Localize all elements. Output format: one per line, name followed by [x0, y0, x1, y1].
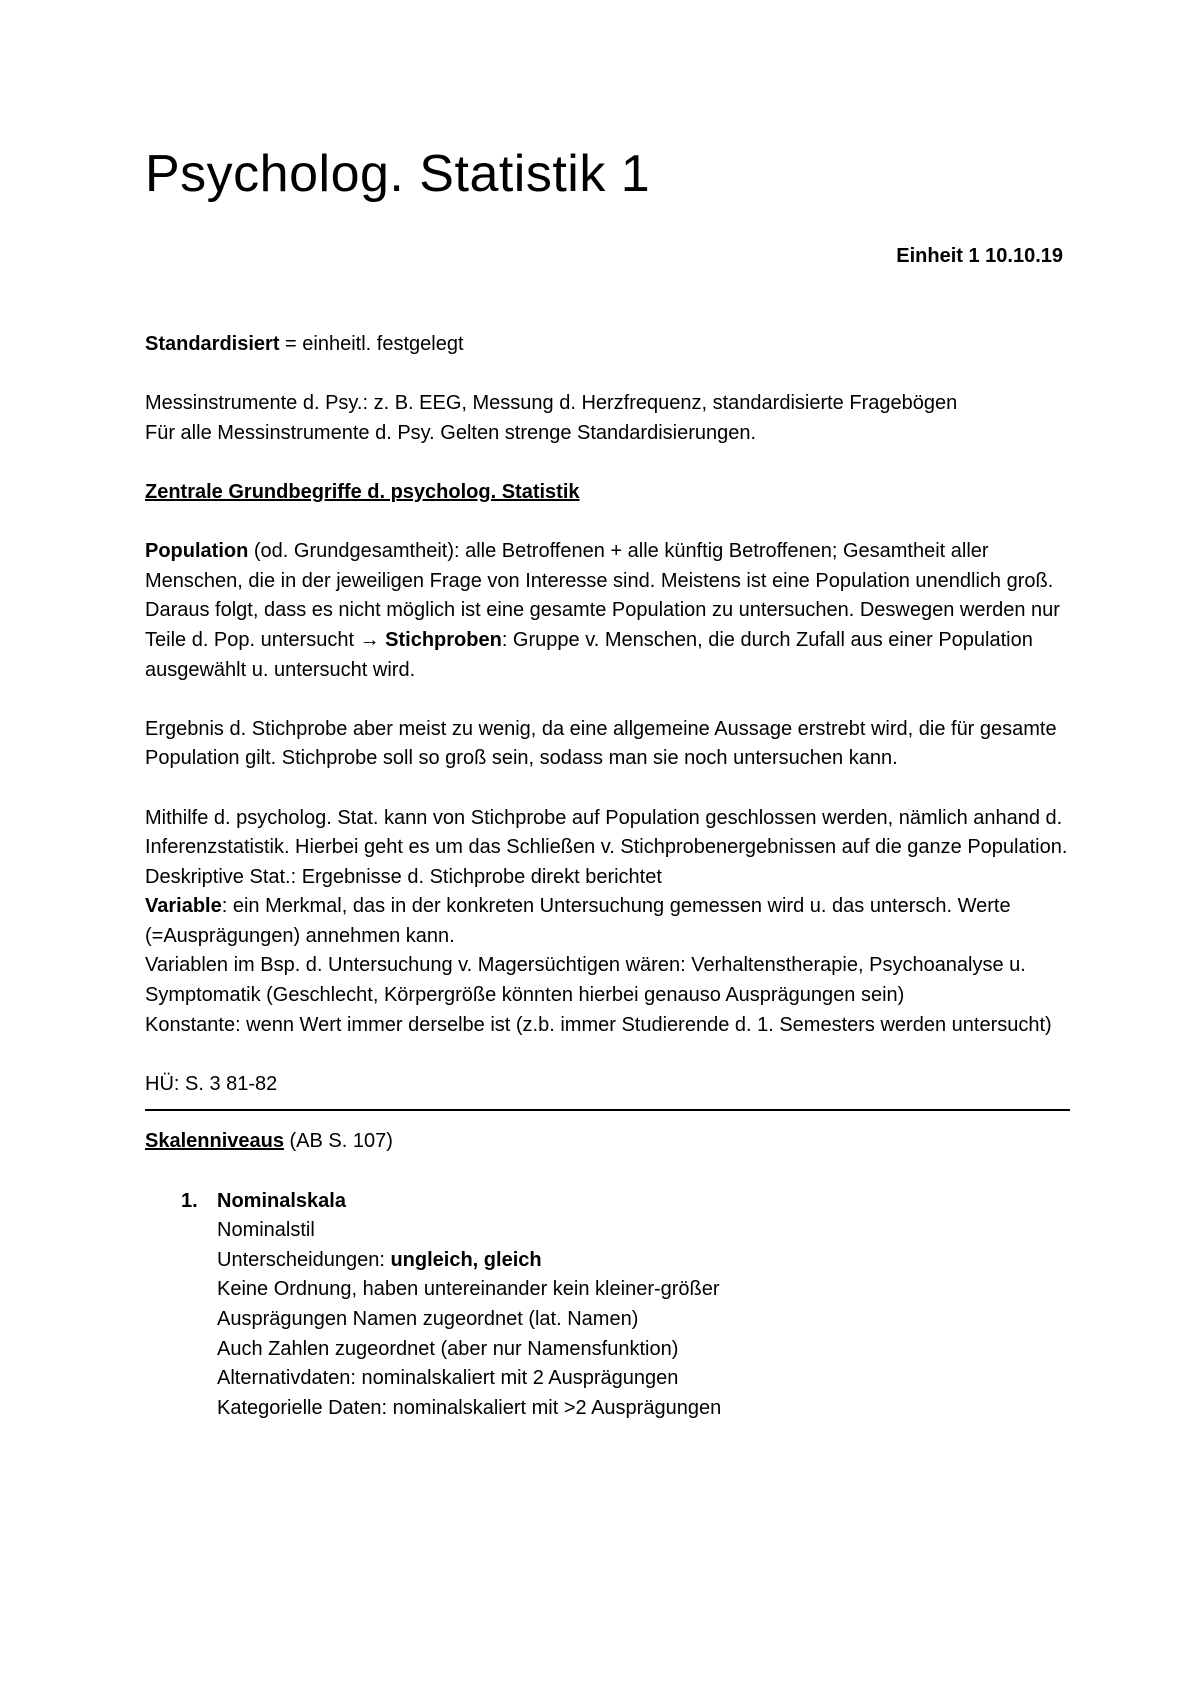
- homework-line: HÜ: S. 3 81-82: [145, 1072, 278, 1095]
- nominalskala-line: Kategorielle Daten: nominalskaliert mit >2 Ausprägungen: [217, 1396, 722, 1419]
- stichproben-term: Stichproben: [385, 628, 502, 651]
- spacer: [145, 1040, 1070, 1070]
- ergebnis-paragraph: Ergebnis d. Stichprobe aber meist zu wenig, da eine allgemeine Aussage erstrebt wird, die für gesamte Population gilt. Stichprobe soll so groß sein, sodass man sie noch untersuchen kann.: [145, 717, 1057, 770]
- variablen-beispiel: Variablen im Bsp. d. Untersuchung v. Magersüchtigen wären: Verhaltenstherapie, Psychoanalyse u. Symptomatik (Geschlecht, Körpergröße könnten hierbei genauso Ausprägungen sein): [145, 954, 1026, 1007]
- spacer: [145, 685, 1070, 715]
- nominalskala-line: Nominalstil: [217, 1219, 315, 1242]
- spacer: [145, 448, 1070, 478]
- mithilfe-paragraph: Mithilfe d. psycholog. Stat. kann von Stichprobe auf Population geschlossen werden, nämlich anhand d. Inferenzstatistik. Hierbei geht es um das Schließen v. Stichprobenergebnissen auf die ganze Population.: [145, 806, 1068, 859]
- nominalskala-line: Alternativdaten: nominalskaliert mit 2 Ausprägungen: [217, 1367, 679, 1390]
- nominalskala-line: Auch Zahlen zugeordnet (aber nur Namensfunktion): [217, 1337, 679, 1360]
- list-item: [145, 1187, 1070, 1424]
- unterscheidungen-label: Unterscheidungen:: [217, 1248, 391, 1271]
- document-body: [145, 330, 1070, 1423]
- unit-date-label: Einheit 1 10.10.19: [896, 245, 1063, 267]
- deskriptive-line: Deskriptive Stat.: Ergebnisse d. Stichprobe direkt berichtet: [145, 865, 662, 888]
- skalenniveaus-term: Skalenniveaus: [145, 1130, 284, 1153]
- konstante-line: Konstante: wenn Wert immer derselbe ist (z.b. immer Studierende d. 1. Semesters werden untersucht): [145, 1013, 1052, 1036]
- standardisiert-definition: = einheitl. festgelegt: [279, 333, 464, 355]
- stichproben-text: : Gruppe v. Menschen, die durch Zufall aus einer Population ausgewählt u. untersucht wird.: [145, 628, 1033, 681]
- document-title: Psycholog. Statistik 1: [145, 145, 651, 203]
- list-item-number: 1.: [181, 1189, 198, 1212]
- variable-term: Variable: [145, 895, 222, 918]
- skalenniveaus-list: [145, 1187, 1070, 1424]
- zentrale-heading: Zentrale Grundbegriffe d. psycholog. Statistik: [145, 480, 580, 503]
- spacer: [145, 774, 1070, 804]
- messinstrumente-line-2: Für alle Messinstrumente d. Psy. Gelten strenge Standardisierungen.: [145, 421, 757, 444]
- nominalskala-title: Nominalskala: [217, 1189, 346, 1212]
- population-text: (od. Grundgesamtheit): alle Betroffenen + alle künftig Betroffenen; Gesamtheit aller Menschen, die in der jeweiligen Frage von Interesse sind. Meistens ist eine Population unendlich groß. Daraus folgt, dass es nicht möglich ist eine gesamte Population zu untersuchen. Deswegen werden nur Teile d. Pop. untersucht: [145, 540, 1060, 651]
- population-paragraph: [145, 537, 1070, 685]
- population-term: Population: [145, 540, 249, 563]
- unterscheidungen-value: ungleich, gleich: [390, 1248, 542, 1271]
- nominalskala-line: Keine Ordnung, haben untereinander kein kleiner-größer: [217, 1278, 720, 1301]
- messinstrumente-line-1: Messinstrumente d. Psy.: z. B. EEG, Messung d. Herzfrequenz, standardisierte Fragebögen: [145, 392, 958, 415]
- skalenniveaus-heading: [145, 1127, 1070, 1157]
- standardisiert-paragraph: [145, 330, 1070, 360]
- spacer: [145, 360, 1070, 390]
- horizontal-rule: [145, 1109, 1070, 1111]
- variable-text: : ein Merkmal, das in der konkreten Untersuchung gemessen wird u. das untersch. Werte (=Ausprägungen) annehmen kann.: [145, 895, 1011, 947]
- variable-paragraph: [145, 892, 1070, 951]
- spacer: [145, 508, 1070, 538]
- nominalskala-line: [217, 1246, 1070, 1276]
- standardisiert-term: Standardisiert: [145, 333, 280, 355]
- nominalskala-line: Ausprägungen Namen zugeordnet (lat. Namen): [217, 1308, 639, 1330]
- skalenniveaus-ref: (AB S. 107): [283, 1130, 393, 1153]
- arrow-right-icon: →: [359, 628, 380, 651]
- spacer: [145, 1157, 1070, 1187]
